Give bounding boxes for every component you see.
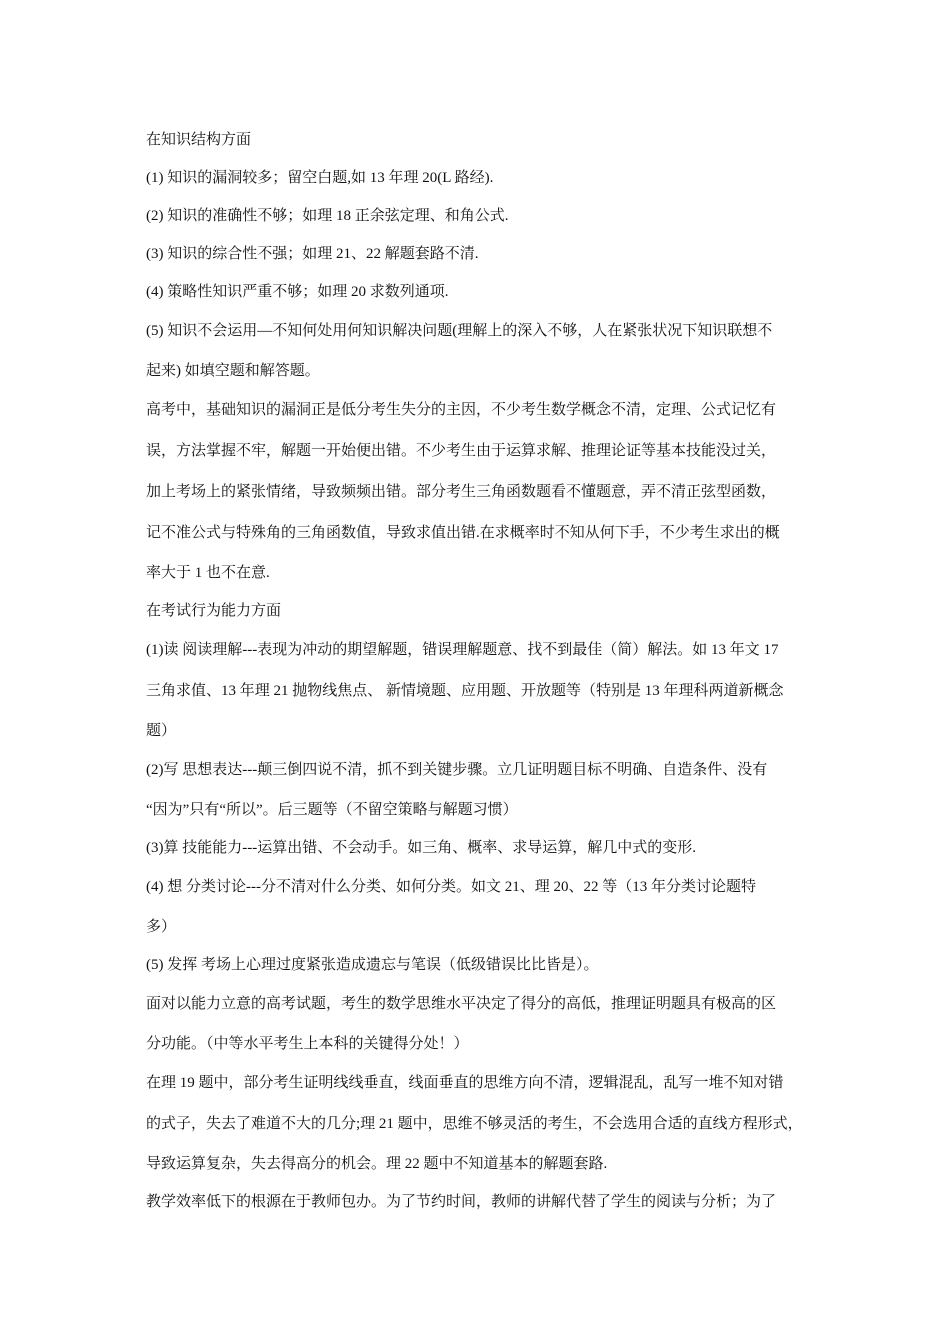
section-heading-knowledge: 在知识结构方面 [146, 132, 252, 148]
paragraph-line: 记不准公式与特殊角的三角函数值，导致求值出错.在求概率时不知从何下手，不少考生求出的概 [146, 525, 780, 541]
list-item: (5) 发挥 考场上心理过度紧张造成遗忘与笔误（低级错误比比皆是）。 [146, 957, 599, 973]
paragraph-line: “因为”只有“所以”。后三题等（不留空策略与解题习惯） [146, 802, 518, 818]
list-item: (4) 策略性知识严重不够；如理 20 求数列通项. [146, 284, 449, 300]
paragraph-line: 三角求值、13 年理 21 抛物线焦点、 新情境题、应用题、开放题等（特别是 13 年理科两道新概念 [146, 683, 784, 699]
list-item: (2) 知识的准确性不够；如理 18 正余弦定理、和角公式. [146, 208, 509, 224]
list-item: (3) 知识的综合性不强；如理 21、22 解题套路不清. [146, 246, 479, 262]
paragraph-line: 教学效率低下的根源在于教师包办。为了节约时间，教师的讲解代替了学生的阅读与分析；为了 [146, 1194, 777, 1210]
paragraph-line: 分功能。（中等水平考生上本科的关键得分处！） [146, 1036, 469, 1052]
list-item: (3)算 技能能力---运算出错、不会动手。如三角、概率、求导运算，解几中式的变形. [146, 840, 696, 856]
paragraph-line: 高考中，基础知识的漏洞正是低分考生失分的主因，不少考生数学概念不清，定理、公式记忆有 [146, 402, 777, 418]
paragraph-line: 题） [146, 723, 177, 739]
paragraph-line: 加上考场上的紧张情绪，导致频频出错。部分考生三角函数题看不懂题意，弄不清正弦型函数， [146, 484, 777, 500]
list-item: (1) 知识的漏洞较多；留空白题,如 13 年理 20(L 路经). [146, 170, 494, 186]
paragraph-line: 在理 19 题中，部分考生证明线线垂直，线面垂直的思维方向不清，逻辑混乱，乱写一堆不知对错 [146, 1075, 784, 1091]
section-heading-exam-behavior: 在考试行为能力方面 [146, 603, 282, 619]
text-line: 起来) 如填空题和解答题。 [146, 363, 320, 379]
paragraph-line: 面对以能力立意的高考试题，考生的数学思维水平决定了得分的高低，推理证明题具有极高的区 [146, 996, 777, 1012]
paragraph-line: 率大于 1 也不在意. [146, 565, 270, 581]
paragraph-line: 多） [146, 919, 177, 935]
list-item: (2)写 思想表达---颠三倒四说不清，抓不到关键步骤。立几证明题目标不明确、自造条件、没有 [146, 762, 768, 778]
paragraph-line: 导致运算复杂，失去得高分的机会。理 22 题中不知道基本的解题套路. [146, 1156, 608, 1172]
list-item: (4) 想 分类讨论---分不清对什么分类、如何分类。如文 21、理 20、22 等（13 年分类讨论题特 [146, 879, 756, 895]
list-item: (5) 知识不会运用—不知何处用何知识解决问题(理解上的深入不够，人在紧张状况下知识联想不 [146, 323, 773, 339]
document-body [146, 121, 866, 1221]
list-item: (1)读 阅读理解---表现为冲动的期望解题，错误理解题意、找不到最佳（简）解法。如 13 年文 17 [146, 642, 779, 658]
paragraph-line: 误，方法掌握不牢，解题一开始便出错。不少考生由于运算求解、推理论证等基本技能没过关， [146, 443, 777, 459]
paragraph-line: 的式子，失去了难道不大的几分;理 21 题中，思维不够灵活的考生，不会选用合适的直线方程形式， [146, 1116, 803, 1132]
